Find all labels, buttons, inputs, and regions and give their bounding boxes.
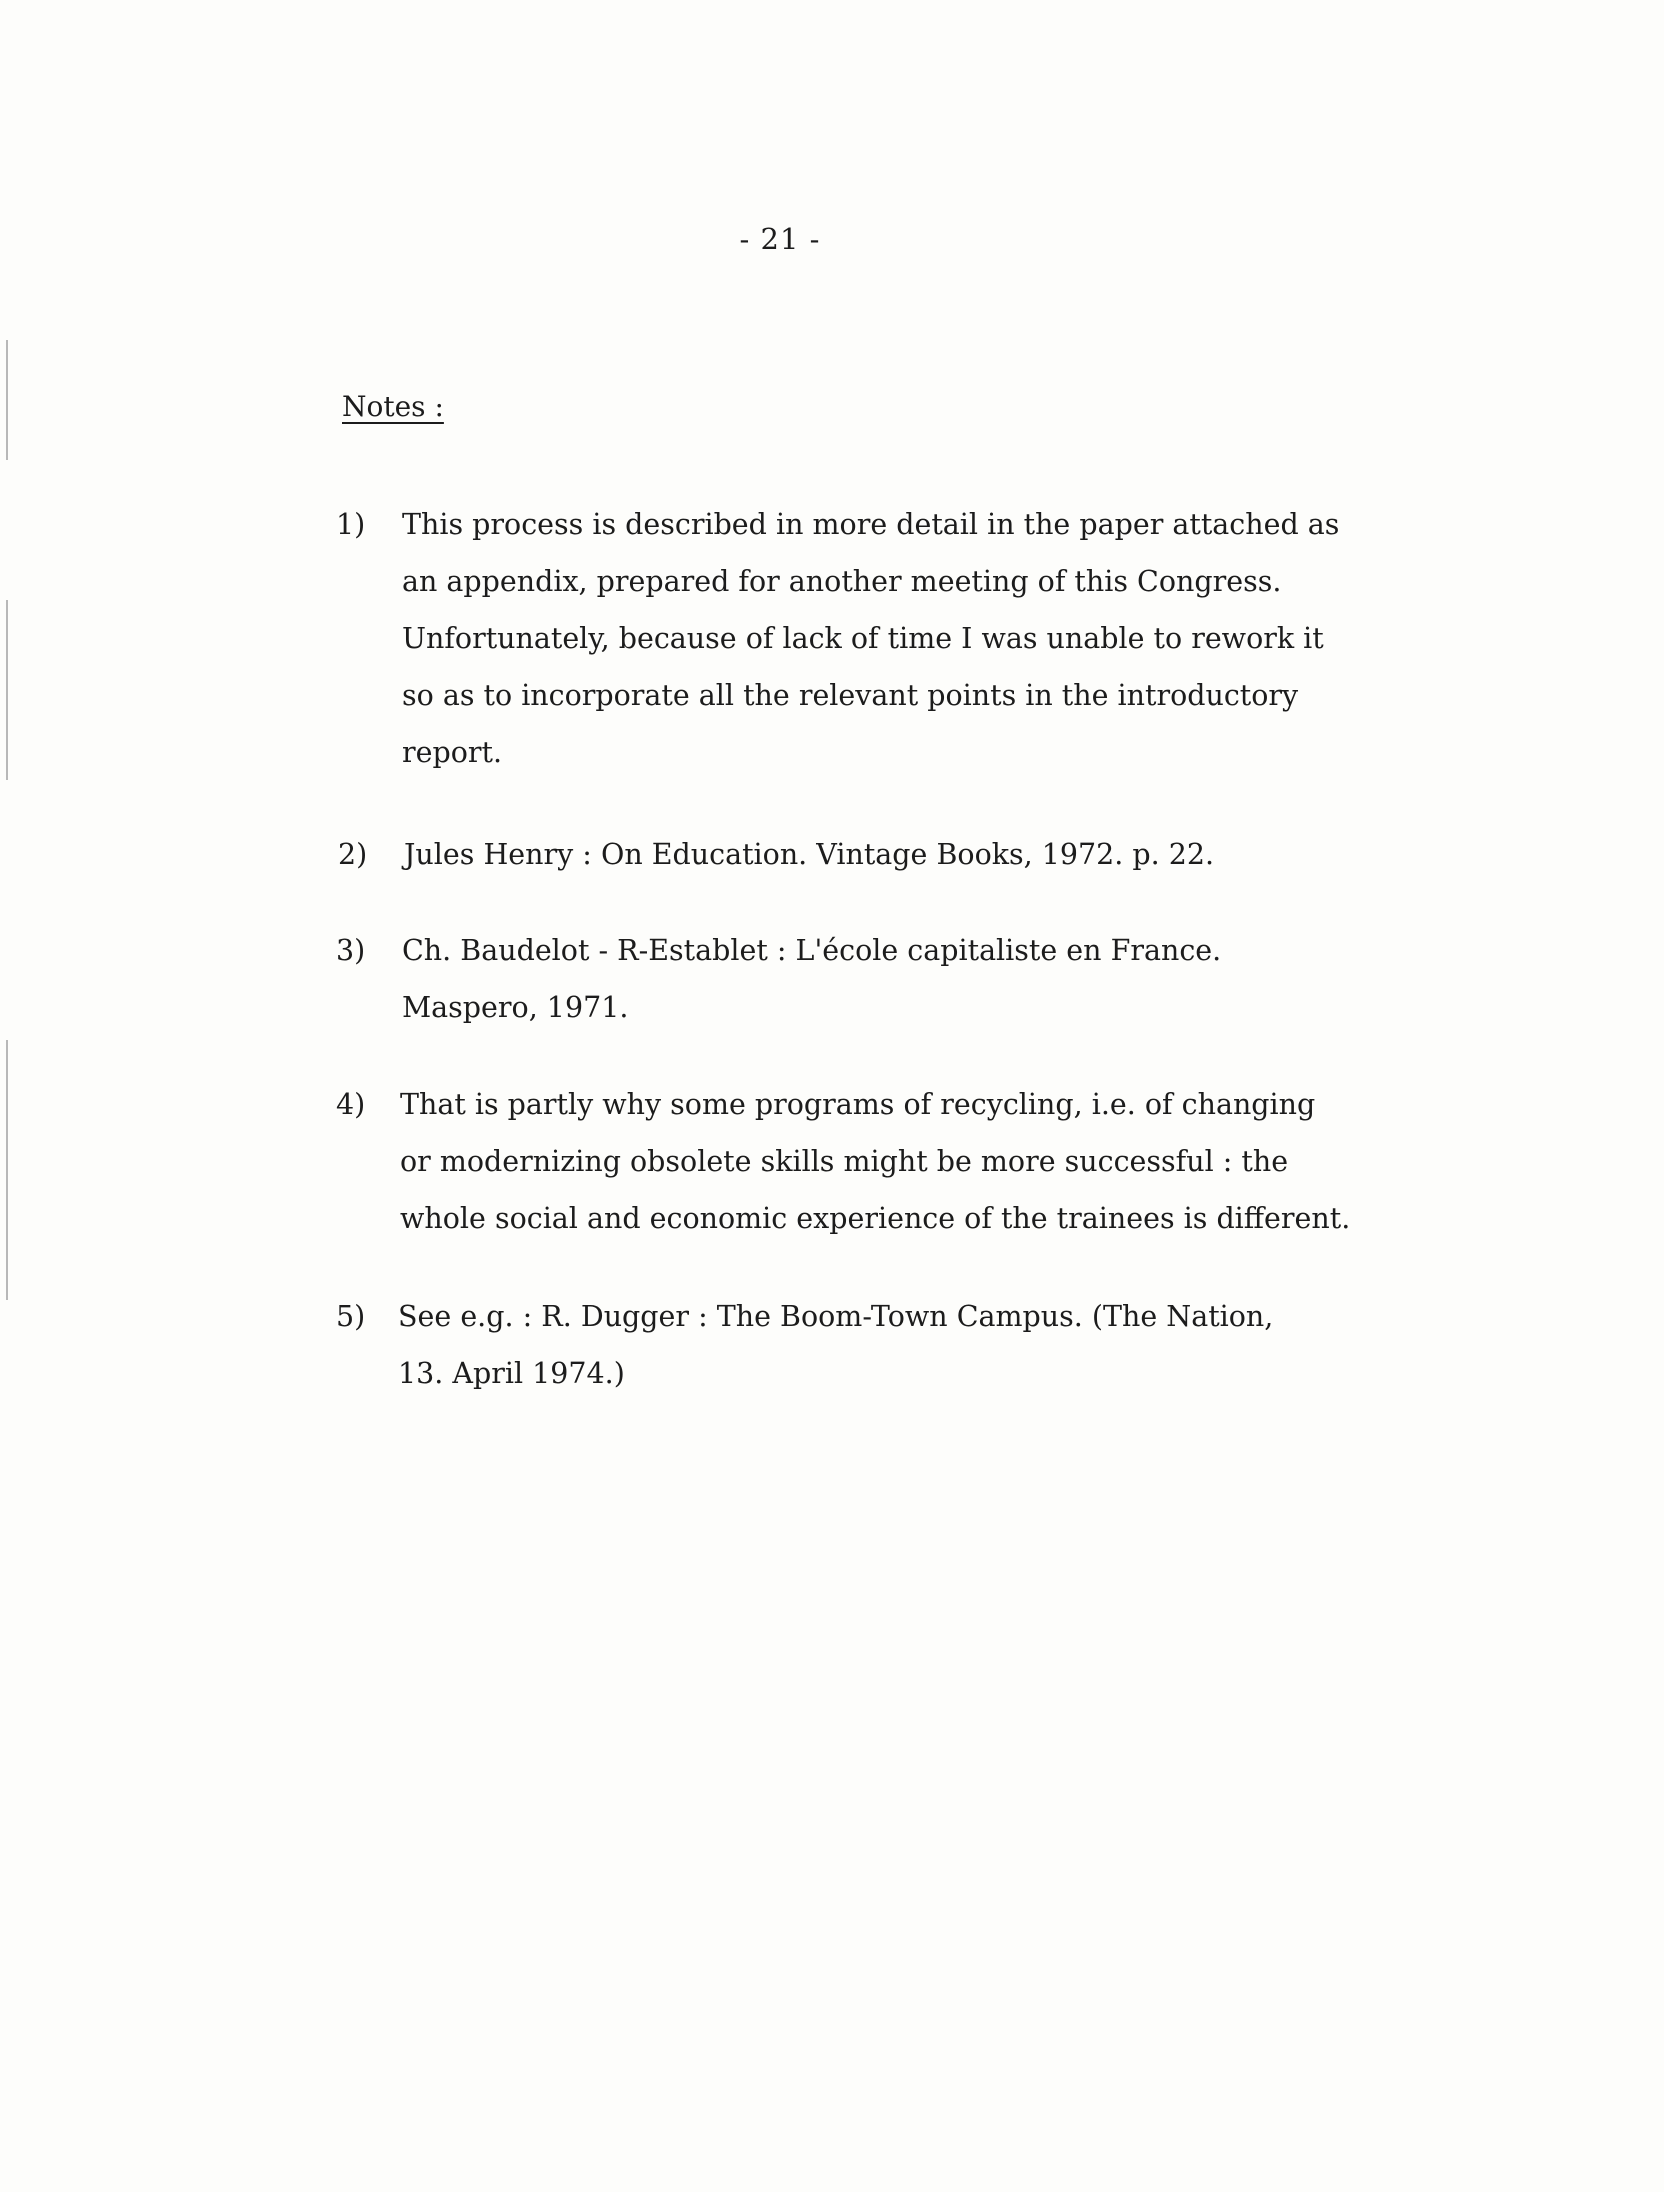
note-number: 5) xyxy=(336,1300,366,1333)
note-line: See e.g. : R. Dugger : The Boom-Town Campus. (The Nation, xyxy=(398,1300,1274,1333)
note-line: This process is described in more detail in the paper attached as xyxy=(402,508,1340,541)
note-text xyxy=(404,826,1464,883)
note-number: 4) xyxy=(336,1088,366,1121)
note-line: whole social and economic experience of the trainees is different. xyxy=(400,1202,1351,1235)
page-number: - 21 - xyxy=(739,222,821,256)
note-line: report. xyxy=(402,736,503,769)
note-line: so as to incorporate all the relevant points in the introductory xyxy=(402,679,1299,712)
note-number: 1) xyxy=(336,508,366,541)
note-number: 2) xyxy=(338,838,368,871)
note-line: or modernizing obsolete skills might be more successful : the xyxy=(400,1145,1289,1178)
note-line: Unfortunately, because of lack of time I was unable to rework it xyxy=(402,622,1324,655)
note-line: Ch. Baudelot - R-Establet : L'école capitaliste en France. xyxy=(402,934,1222,967)
note-line: an appendix, prepared for another meeting of this Congress. xyxy=(402,565,1282,598)
scan-mark xyxy=(6,340,8,460)
note-text xyxy=(402,922,1462,1036)
note-text xyxy=(402,496,1462,781)
note-text xyxy=(400,1076,1460,1247)
notes-heading: Notes : xyxy=(342,390,444,423)
note-line: That is partly why some programs of recycling, i.e. of changing xyxy=(400,1088,1316,1121)
scan-mark xyxy=(6,1040,8,1300)
scan-mark xyxy=(6,600,8,780)
note-line: Maspero, 1971. xyxy=(402,991,629,1024)
note-line: 13. April 1974.) xyxy=(398,1357,625,1390)
note-line: Jules Henry : On Education. Vintage Books, 1972. p. 22. xyxy=(404,838,1215,871)
note-text xyxy=(398,1288,1458,1402)
scan-margin-marks xyxy=(6,220,10,1320)
note-number: 3) xyxy=(336,934,366,967)
